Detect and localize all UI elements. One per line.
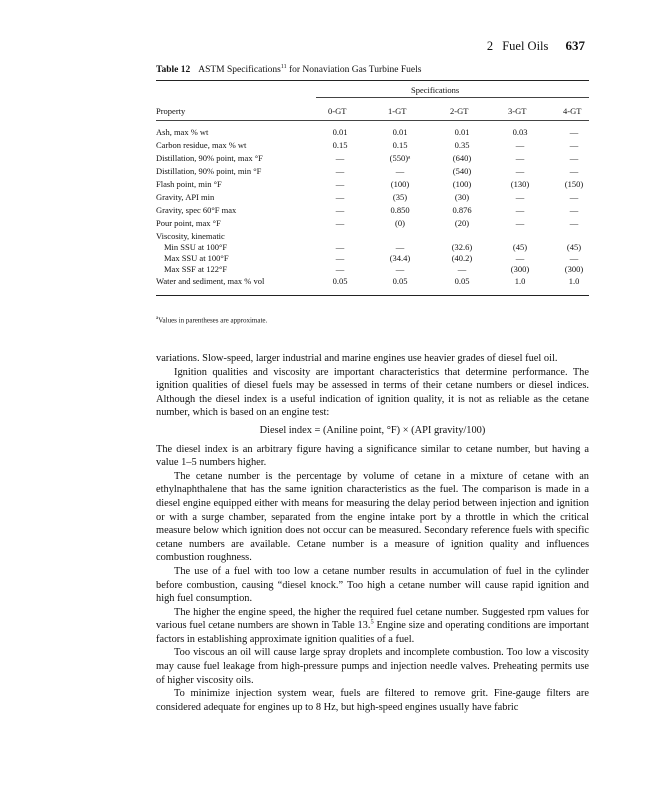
table-row xyxy=(156,275,589,287)
table-row xyxy=(156,139,589,151)
table-cell: (32.6) xyxy=(451,242,473,252)
table-row xyxy=(156,178,589,190)
table-cell: — xyxy=(515,140,525,150)
row-property: Pour point, max °F xyxy=(156,218,221,228)
column-header: 1-GT xyxy=(388,106,407,116)
paragraph: variations. Slow-speed, larger industrial and marine engines use heavier grades of diesel fuel oil. xyxy=(156,353,558,364)
table-caption-ref: 11 xyxy=(280,64,287,70)
paragraph xyxy=(156,606,589,647)
table-cell: — xyxy=(569,166,579,176)
column-header: 2-GT xyxy=(450,106,469,116)
table-cell: (35) xyxy=(392,192,408,202)
paragraph-text: Engine size and operating conditions are important factors in establishing approximate ignition qualities of a fuel. xyxy=(156,620,590,645)
table-row xyxy=(156,217,589,229)
spec-table xyxy=(156,80,589,296)
table-cell: — xyxy=(569,253,579,263)
table-cell: 0.05 xyxy=(454,276,470,286)
table-cell: — xyxy=(515,253,525,263)
paragraph: Ignition qualities and viscosity are important characteristics that determine performance. The ignition qualities of diesel fuels may be assessed in terms of their cetane numbers or diesel indices. Although the diesel index is a useful indication of ignition quality, it is not as reliable as the cetane number, which is based on an engine test: xyxy=(156,366,589,419)
body-text xyxy=(156,352,589,714)
table-cell: 0.01 xyxy=(332,127,348,137)
table-cell: (100) xyxy=(390,179,410,189)
table-cell: 1.0 xyxy=(568,276,580,286)
table-cell: — xyxy=(515,166,525,176)
table-cell: (20) xyxy=(454,218,470,228)
table-row xyxy=(156,204,589,216)
table-cell: — xyxy=(335,153,345,163)
table-cell: — xyxy=(395,264,405,274)
column-header: 4-GT xyxy=(563,106,582,116)
row-property: Max SSU at 100°F xyxy=(164,253,229,263)
table-cell: (150) xyxy=(564,179,584,189)
table-cell: 1.0 xyxy=(514,276,526,286)
table-label: Table 12 xyxy=(156,65,191,76)
paragraph: To minimize injection system wear, fuels are filtered to remove grit. Fine-gauge filters are considered adequate for engines up to 8 Hz, but high-speed engines usually have fabric xyxy=(156,688,589,713)
table-caption-tail: for Nonaviation Gas Turbine Fuels xyxy=(286,65,422,76)
row-property: Water and sediment, max % vol xyxy=(156,276,265,286)
footnote-mark: a xyxy=(156,316,159,321)
table-cell: — xyxy=(335,242,345,252)
table-cell: — xyxy=(335,264,345,274)
table-cell: (34.4) xyxy=(389,253,411,263)
running-header xyxy=(487,38,585,54)
table-cell: — xyxy=(395,166,405,176)
row-property: Carbon residue, max % wt xyxy=(156,140,247,150)
row-property: Min SSU at 100°F xyxy=(164,242,228,252)
table-cell: (300) xyxy=(510,264,530,274)
row-property: Distillation, 90% point, max °F xyxy=(156,153,263,163)
paragraph: Too viscous an oil will cause large spray droplets and incomplete combustion. Too low a viscosity may cause fuel leakage from high-pressure pumps and injection needle valves. Preheating permits use of higher viscosity oils. xyxy=(156,647,589,686)
table-cell: — xyxy=(515,153,525,163)
table-row xyxy=(156,165,589,177)
table-cell: — xyxy=(515,218,525,228)
table-cell: — xyxy=(335,205,345,215)
table-cell: — xyxy=(569,153,579,163)
table-cell: — xyxy=(515,205,525,215)
paragraph-text: The higher the engine speed, the higher the required fuel cetane number. Suggested rpm values for various fuel cetane numbers are shown in Table 13. xyxy=(156,606,589,632)
table-cell: — xyxy=(457,264,467,274)
table-caption xyxy=(156,64,421,75)
table-cell: — xyxy=(569,192,579,202)
table-footnote xyxy=(156,316,267,324)
row-property: Max SSF at 122°F xyxy=(164,264,228,274)
row-property: Gravity, API min xyxy=(156,192,215,202)
table-cell: (540) xyxy=(452,166,472,176)
table-cell: (40.2) xyxy=(451,253,473,263)
footnote-text: Values in parentheses are approximate. xyxy=(158,316,268,325)
table-cell: — xyxy=(569,127,579,137)
table-cell: 0.03 xyxy=(512,127,528,137)
paragraph: The use of a fuel with too low a cetane number results in accumulation of fuel in the cylinder before combustion, causing “diesel knock.” Too high a cetane number will cause rapid ignition and high fuel consumption. xyxy=(156,565,589,605)
column-header: 0-GT xyxy=(328,106,347,116)
table-cell: (640) xyxy=(452,153,472,163)
row-property: Flash point, min °F xyxy=(156,179,222,189)
table-cell: 0.01 xyxy=(454,127,470,137)
table-bottom-rule xyxy=(156,295,589,296)
spec-group-header xyxy=(156,81,589,97)
row-property: Gravity, spec 60°F max xyxy=(156,205,237,215)
table-cell: — xyxy=(335,253,345,263)
table-row xyxy=(156,191,589,203)
column-header: Property xyxy=(156,106,186,116)
spec-group-label: Specifications xyxy=(411,85,460,95)
table-cell: (45) xyxy=(566,242,582,252)
table-cell: — xyxy=(335,179,345,189)
table-cell: (550)ᵃ xyxy=(389,153,411,163)
table-caption-text: ASTM Specifications xyxy=(198,65,281,76)
table-cell: (30) xyxy=(454,192,470,202)
table-cell: 0.05 xyxy=(332,276,348,286)
reference-mark: 5 xyxy=(370,618,374,626)
table-cell: (300) xyxy=(564,264,584,274)
equation: Diesel index = (Aniline point, °F) × (API gravity/100) xyxy=(259,424,486,436)
table-cell: 0.876 xyxy=(452,205,472,215)
paragraph: The diesel index is an arbitrary figure having a significance similar to cetane number, but having a value 1–5 numbers higher. xyxy=(156,443,589,469)
table-cell: 0.850 xyxy=(390,205,410,215)
table-cell: (0) xyxy=(395,218,405,228)
table-cell: (45) xyxy=(512,242,528,252)
table-row xyxy=(156,126,589,138)
table-cell: — xyxy=(569,140,579,150)
table-cell: 0.15 xyxy=(332,140,348,150)
row-property: Distillation, 90% point, min °F xyxy=(156,166,262,176)
table-body xyxy=(156,121,589,295)
table-cell: (130) xyxy=(510,179,530,189)
table-cell: — xyxy=(335,192,345,202)
table-cell: — xyxy=(515,192,525,202)
chapter-number: 2 xyxy=(486,39,494,53)
table-cell: 0.01 xyxy=(392,127,408,137)
table-cell: 0.15 xyxy=(392,140,408,150)
table-cell: — xyxy=(569,205,579,215)
row-property: Viscosity, kinematic xyxy=(156,231,225,241)
column-header: 3-GT xyxy=(508,106,527,116)
table-cell: — xyxy=(569,218,579,228)
table-cell: — xyxy=(395,242,405,252)
chapter-title: Fuel Oils xyxy=(502,39,549,53)
table-cell: — xyxy=(335,166,345,176)
paragraph: The cetane number is the percentage by volume of cetane in a mixture of cetane with an ethylnaphthalene that has the same ignition characteristics as the fuel. The comparison is made in a diesel engine equipped either with means for measuring the delay period between injection and ignition or with a surge chamber, separated from the engine intake port by a throttle in which the critical measure below which ignition does not occur can be measured. Secondary reference fuels with specific cetane numbers are available. Cetane number is a measure of ignition quality and influences combustion roughness. xyxy=(156,470,589,564)
table-header-row xyxy=(156,98,589,120)
table-cell: 0.35 xyxy=(454,140,470,150)
table-cell: — xyxy=(335,218,345,228)
page-number: 637 xyxy=(565,38,585,53)
row-property: Ash, max % wt xyxy=(156,127,209,137)
table-cell: 0.05 xyxy=(392,276,408,286)
table-row xyxy=(156,152,589,164)
table-row xyxy=(156,263,589,275)
table-cell: (100) xyxy=(452,179,472,189)
